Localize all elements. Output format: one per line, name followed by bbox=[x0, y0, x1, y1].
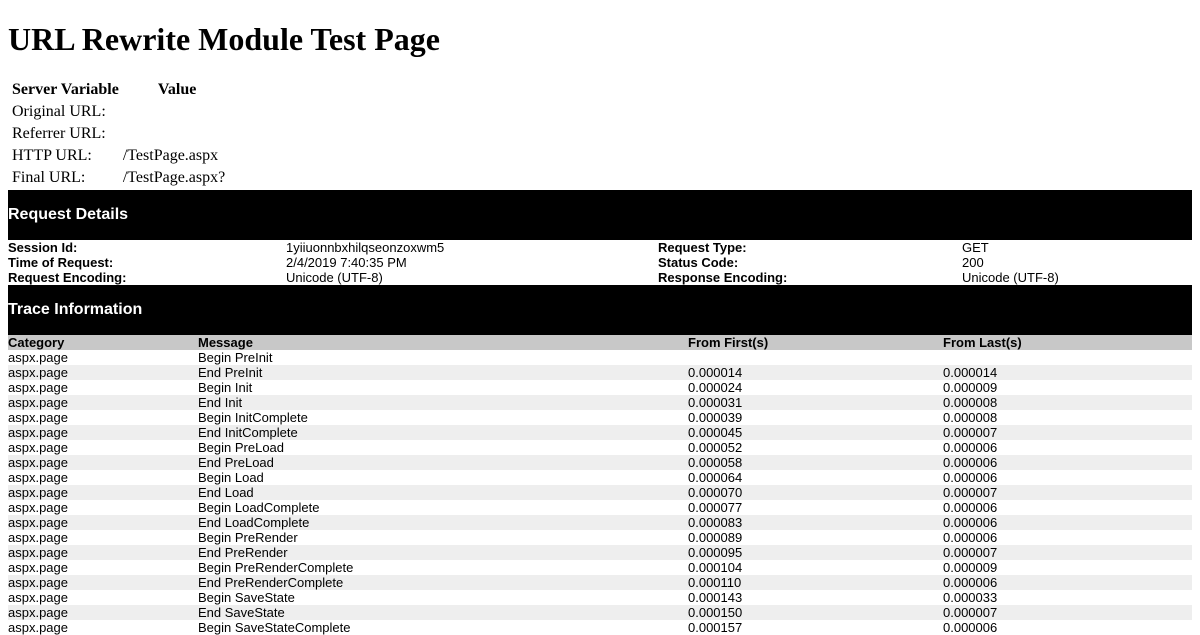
trace-cell-category: aspx.page bbox=[8, 455, 198, 470]
trace-cell-category: aspx.page bbox=[8, 410, 68, 425]
trace-table bbox=[8, 335, 1192, 635]
trace-cell-last: 0.000006 bbox=[943, 620, 998, 635]
trace-cell-last: 0.000006 bbox=[943, 455, 1192, 470]
trace-cell-category: aspx.page bbox=[8, 575, 198, 590]
trace-cell-category: aspx.page bbox=[8, 515, 198, 530]
trace-cell-category: aspx.page bbox=[8, 350, 68, 365]
trace-row bbox=[8, 455, 1192, 470]
server-variable-row bbox=[11, 102, 226, 122]
trace-cell-category: aspx.page bbox=[8, 605, 198, 620]
header-server-variable: Server Variable bbox=[12, 81, 119, 98]
request-type-value: GET bbox=[962, 240, 989, 255]
trace-cell-first: 0.000064 bbox=[688, 470, 743, 485]
trace-cell-category: aspx.page bbox=[8, 485, 198, 500]
trace-cell-category: aspx.page bbox=[8, 560, 68, 575]
trace-row bbox=[8, 365, 1192, 380]
trace-cell-last: 0.000008 bbox=[943, 410, 998, 425]
trace-cell-last: 0.000014 bbox=[943, 365, 1192, 380]
trace-cell-first: 0.000045 bbox=[688, 425, 943, 440]
details-row bbox=[8, 240, 1192, 255]
trace-cell-first: 0.000104 bbox=[688, 560, 743, 575]
server-variables-header-row bbox=[11, 80, 226, 100]
trace-cell-first: 0.000070 bbox=[688, 485, 943, 500]
trace-row bbox=[8, 590, 1192, 605]
trace-cell-message: End PreInit bbox=[198, 365, 688, 380]
details-row bbox=[8, 255, 1192, 270]
trace-cell-last: 0.000008 bbox=[943, 395, 1192, 410]
details-row bbox=[8, 270, 1192, 285]
trace-cell-category: aspx.page bbox=[8, 590, 68, 605]
trace-cell-category: aspx.page bbox=[8, 500, 68, 515]
server-variable-value: /TestPage.aspx bbox=[122, 147, 219, 164]
trace-row bbox=[8, 425, 1192, 440]
header-value: Value bbox=[157, 81, 197, 98]
server-variable-row bbox=[11, 168, 226, 188]
trace-cell-message: Begin InitComplete bbox=[198, 410, 308, 425]
trace-row bbox=[8, 380, 1192, 395]
time-of-request-value: 2/4/2019 7:40:35 PM bbox=[286, 255, 407, 270]
session-id-label: Session Id: bbox=[8, 240, 78, 255]
trace-cell-message: Begin PreLoad bbox=[198, 440, 285, 455]
trace-row bbox=[8, 410, 1192, 425]
response-encoding-value: Unicode (UTF-8) bbox=[962, 270, 1059, 285]
trace-cell-last: 0.000006 bbox=[943, 440, 998, 455]
status-code-label: Status Code: bbox=[658, 255, 739, 270]
trace-row bbox=[8, 470, 1192, 485]
trace-cell-first: 0.000150 bbox=[688, 605, 943, 620]
trace-row bbox=[8, 620, 1192, 635]
trace-cell-message: Begin Init bbox=[198, 380, 253, 395]
trace-cell-category: aspx.page bbox=[8, 365, 198, 380]
trace-row bbox=[8, 515, 1192, 530]
trace-cell-last: 0.000007 bbox=[943, 485, 1192, 500]
trace-cell-first: 0.000095 bbox=[688, 545, 943, 560]
page-title: URL Rewrite Module Test Page bbox=[8, 21, 440, 57]
trace-cell-first: 0.000052 bbox=[688, 440, 743, 455]
trace-cell-first: 0.000077 bbox=[688, 500, 743, 515]
trace-cell-message: End InitComplete bbox=[198, 425, 688, 440]
trace-cell-last: 0.000006 bbox=[943, 470, 998, 485]
trace-cell-category: aspx.page bbox=[8, 380, 68, 395]
request-encoding-value: Unicode (UTF-8) bbox=[286, 270, 383, 285]
trace-cell-first: 0.000039 bbox=[688, 410, 743, 425]
server-variable-value bbox=[122, 102, 226, 122]
trace-row bbox=[8, 605, 1192, 620]
trace-cell-last bbox=[943, 350, 1192, 365]
response-encoding-label: Response Encoding: bbox=[658, 270, 788, 285]
trace-row bbox=[8, 440, 1192, 455]
request-type-label: Request Type: bbox=[658, 240, 747, 255]
trace-cell-first: 0.000031 bbox=[688, 395, 943, 410]
trace-cell-first: 0.000058 bbox=[688, 455, 943, 470]
trace-cell-category: aspx.page bbox=[8, 395, 198, 410]
trace-cell-first: 0.000083 bbox=[688, 515, 943, 530]
server-variable-label: Original URL: bbox=[12, 103, 106, 120]
trace-cell-category: aspx.page bbox=[8, 545, 198, 560]
server-variable-label: Referrer URL: bbox=[12, 125, 106, 142]
trace-cell-message: End SaveState bbox=[198, 605, 688, 620]
server-variable-label: HTTP URL: bbox=[12, 147, 92, 164]
trace-cell-message: End PreRenderComplete bbox=[198, 575, 688, 590]
time-of-request-label: Time of Request: bbox=[8, 255, 114, 270]
server-variable-label: Final URL: bbox=[12, 169, 86, 186]
request-encoding-label: Request Encoding: bbox=[8, 270, 127, 285]
session-id-value: 1yiiuonnbxhilqseonzoxwm5 bbox=[286, 240, 445, 255]
trace-cell-last: 0.000007 bbox=[943, 545, 1192, 560]
trace-cell-category: aspx.page bbox=[8, 425, 198, 440]
trace-cell-last: 0.000006 bbox=[943, 530, 998, 545]
trace-cell-message: Begin PreRender bbox=[198, 530, 298, 545]
trace-cell-first bbox=[688, 350, 943, 365]
trace-body bbox=[8, 350, 1192, 635]
trace-header-row bbox=[8, 335, 1192, 350]
trace-cell-message: End Load bbox=[198, 485, 688, 500]
server-variable-row bbox=[11, 124, 226, 144]
trace-row bbox=[8, 545, 1192, 560]
server-variables-table bbox=[9, 78, 228, 190]
trace-cell-message: Begin PreInit bbox=[198, 350, 273, 365]
trace-cell-first: 0.000157 bbox=[688, 620, 743, 635]
trace-row bbox=[8, 485, 1192, 500]
trace-header-from-last: From Last(s) bbox=[943, 335, 1192, 350]
trace-cell-message: Begin Load bbox=[198, 470, 264, 485]
trace-row bbox=[8, 500, 1192, 515]
trace-cell-first: 0.000089 bbox=[688, 530, 743, 545]
trace-cell-first: 0.000014 bbox=[688, 365, 943, 380]
trace-cell-last: 0.000006 bbox=[943, 575, 1192, 590]
trace-cell-message: End PreLoad bbox=[198, 455, 688, 470]
trace-row bbox=[8, 560, 1192, 575]
trace-cell-message: Begin SaveStateComplete bbox=[198, 620, 351, 635]
trace-cell-category: aspx.page bbox=[8, 530, 68, 545]
trace-cell-category: aspx.page bbox=[8, 440, 68, 455]
trace-cell-last: 0.000007 bbox=[943, 425, 1192, 440]
trace-cell-message: End LoadComplete bbox=[198, 515, 688, 530]
trace-header-from-first: From First(s) bbox=[688, 335, 943, 350]
trace-row bbox=[8, 350, 1192, 365]
trace-cell-category: aspx.page bbox=[8, 620, 68, 635]
server-variable-value: /TestPage.aspx? bbox=[122, 169, 226, 186]
trace-cell-last: 0.000006 bbox=[943, 515, 1192, 530]
trace-cell-last: 0.000007 bbox=[943, 605, 1192, 620]
trace-cell-last: 0.000033 bbox=[943, 590, 998, 605]
trace-header-message: Message bbox=[198, 335, 688, 350]
trace-cell-last: 0.000006 bbox=[943, 500, 998, 515]
trace-row bbox=[8, 575, 1192, 590]
request-details-heading: Request Details bbox=[8, 190, 1192, 240]
status-code-value: 200 bbox=[962, 255, 984, 270]
trace-row bbox=[8, 530, 1192, 545]
trace-information-heading: Trace Information bbox=[8, 285, 1192, 335]
trace-cell-message: Begin PreRenderComplete bbox=[198, 560, 354, 575]
trace-cell-first: 0.000143 bbox=[688, 590, 743, 605]
page bbox=[8, 0, 1192, 635]
trace-cell-first: 0.000024 bbox=[688, 380, 743, 395]
trace-header-category: Category bbox=[8, 335, 198, 350]
trace-cell-message: Begin LoadComplete bbox=[198, 500, 320, 515]
server-variable-value bbox=[122, 124, 226, 144]
trace-cell-last: 0.000009 bbox=[943, 380, 998, 395]
trace-cell-first: 0.000110 bbox=[688, 575, 943, 590]
request-details-table bbox=[8, 240, 1192, 285]
trace-cell-message: End PreRender bbox=[198, 545, 688, 560]
trace-cell-last: 0.000009 bbox=[943, 560, 998, 575]
trace-cell-message: Begin SaveState bbox=[198, 590, 295, 605]
server-variable-row bbox=[11, 146, 226, 166]
trace-row bbox=[8, 395, 1192, 410]
trace-cell-message: End Init bbox=[198, 395, 688, 410]
trace-cell-category: aspx.page bbox=[8, 470, 68, 485]
